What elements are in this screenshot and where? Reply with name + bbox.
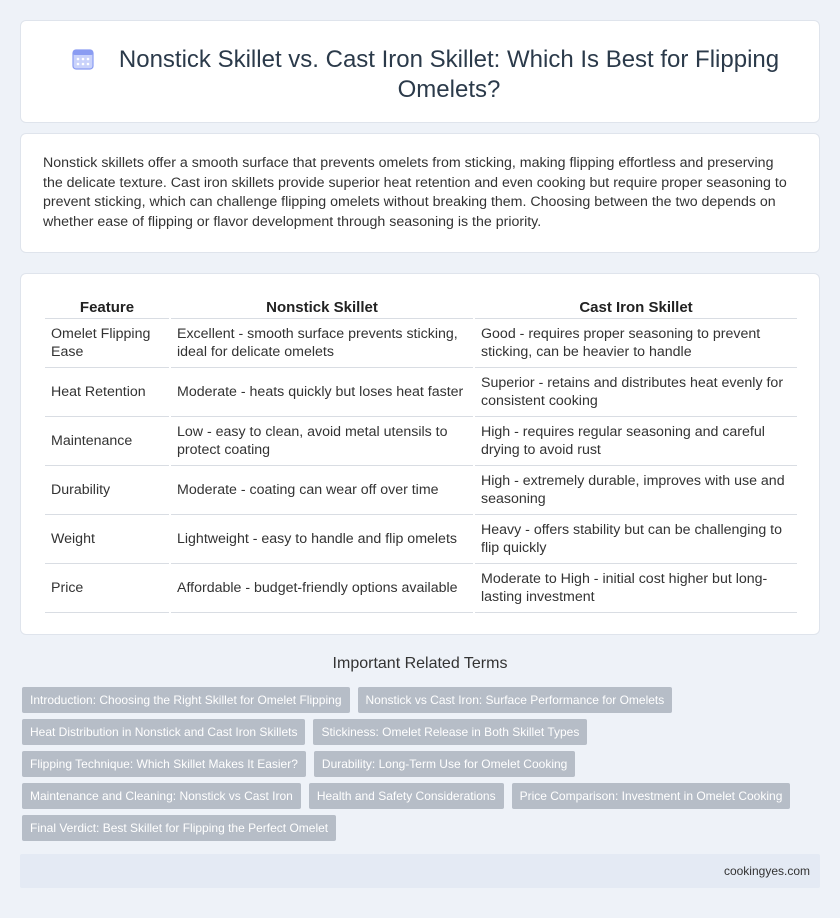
- related-term-tag[interactable]: Final Verdict: Best Skillet for Flipping the Perfect Omelet: [22, 815, 336, 841]
- table-row: [45, 564, 797, 613]
- nonstick-cell: Low - easy to clean, avoid metal utensils to protect coating: [171, 417, 473, 466]
- nonstick-cell: Affordable - budget-friendly options available: [171, 564, 473, 613]
- cast-iron-cell: High - extremely durable, improves with use and seasoning: [475, 466, 797, 515]
- cast-iron-cell: Superior - retains and distributes heat evenly for consistent cooking: [475, 368, 797, 417]
- related-term-tag[interactable]: Stickiness: Omelet Release in Both Skillet Types: [313, 719, 587, 745]
- related-term-tag[interactable]: Nonstick vs Cast Iron: Surface Performance for Omelets: [358, 687, 673, 713]
- table-header-row: [45, 296, 797, 319]
- feature-cell: Durability: [45, 466, 169, 515]
- nonstick-cell: Moderate - heats quickly but loses heat faster: [171, 368, 473, 417]
- cast-iron-cell: Good - requires proper seasoning to prevent sticking, can be heavier to handle: [475, 319, 797, 368]
- nonstick-cell: Moderate - coating can wear off over time: [171, 466, 473, 515]
- cast-iron-cell: High - requires regular seasoning and careful drying to avoid rust: [475, 417, 797, 466]
- page-title: Nonstick Skillet vs. Cast Iron Skillet: Which Is Best for Flipping Omelets?: [118, 46, 780, 103]
- related-term-tag[interactable]: Introduction: Choosing the Right Skillet for Omelet Flipping: [22, 687, 350, 713]
- table-row: [45, 417, 797, 466]
- cast-iron-cell: Heavy - offers stability but can be challenging to flip quickly: [475, 515, 797, 564]
- related-term-tag[interactable]: Flipping Technique: Which Skillet Makes It Easier?: [22, 751, 306, 777]
- related-terms-list: [22, 687, 812, 841]
- intro-paragraph: Nonstick skillets offer a smooth surface that prevents omelets from sticking, making flipping effortless and preserving the delicate texture. Cast iron skillets provide superior heat retention and even cooking but require proper seasoning to prevent sticking, which can challenge flipping omelets without breaking them. Choosing between the two depends on whether ease of flipping or flavor development through seasoning is the priority.: [43, 155, 787, 230]
- table-row: [45, 515, 797, 564]
- footer: [20, 854, 820, 888]
- feature-cell: Price: [45, 564, 169, 613]
- related-terms-heading: Important Related Terms: [332, 655, 508, 672]
- title-card: [20, 20, 820, 123]
- related-term-tag[interactable]: Price Comparison: Investment in Omelet Cooking: [512, 783, 791, 809]
- table-row: [45, 319, 797, 368]
- table-row: [45, 466, 797, 515]
- feature-cell: Omelet Flipping Ease: [45, 319, 169, 368]
- comparison-table-card: [20, 273, 820, 635]
- related-term-tag[interactable]: Health and Safety Considerations: [309, 783, 504, 809]
- footer-site-link[interactable]: cookingyes.com: [723, 864, 810, 878]
- related-term-tag[interactable]: Heat Distribution in Nonstick and Cast Iron Skillets: [22, 719, 305, 745]
- comparison-table: [43, 296, 799, 613]
- related-term-tag[interactable]: Durability: Long-Term Use for Omelet Cooking: [314, 751, 575, 777]
- feature-cell: Weight: [45, 515, 169, 564]
- nonstick-cell: Lightweight - easy to handle and flip omelets: [171, 515, 473, 564]
- table-row: [45, 368, 797, 417]
- nonstick-cell: Excellent - smooth surface prevents sticking, ideal for delicate omelets: [171, 319, 473, 368]
- header-nonstick: Nonstick Skillet: [171, 296, 473, 319]
- feature-cell: Maintenance: [45, 417, 169, 466]
- intro-card: [20, 133, 820, 253]
- header-cast-iron: Cast Iron Skillet: [475, 296, 797, 319]
- feature-cell: Heat Retention: [45, 368, 169, 417]
- cast-iron-cell: Moderate to High - initial cost higher but long-lasting investment: [475, 564, 797, 613]
- related-term-tag[interactable]: Maintenance and Cleaning: Nonstick vs Cast Iron: [22, 783, 301, 809]
- header-feature: Feature: [45, 296, 169, 319]
